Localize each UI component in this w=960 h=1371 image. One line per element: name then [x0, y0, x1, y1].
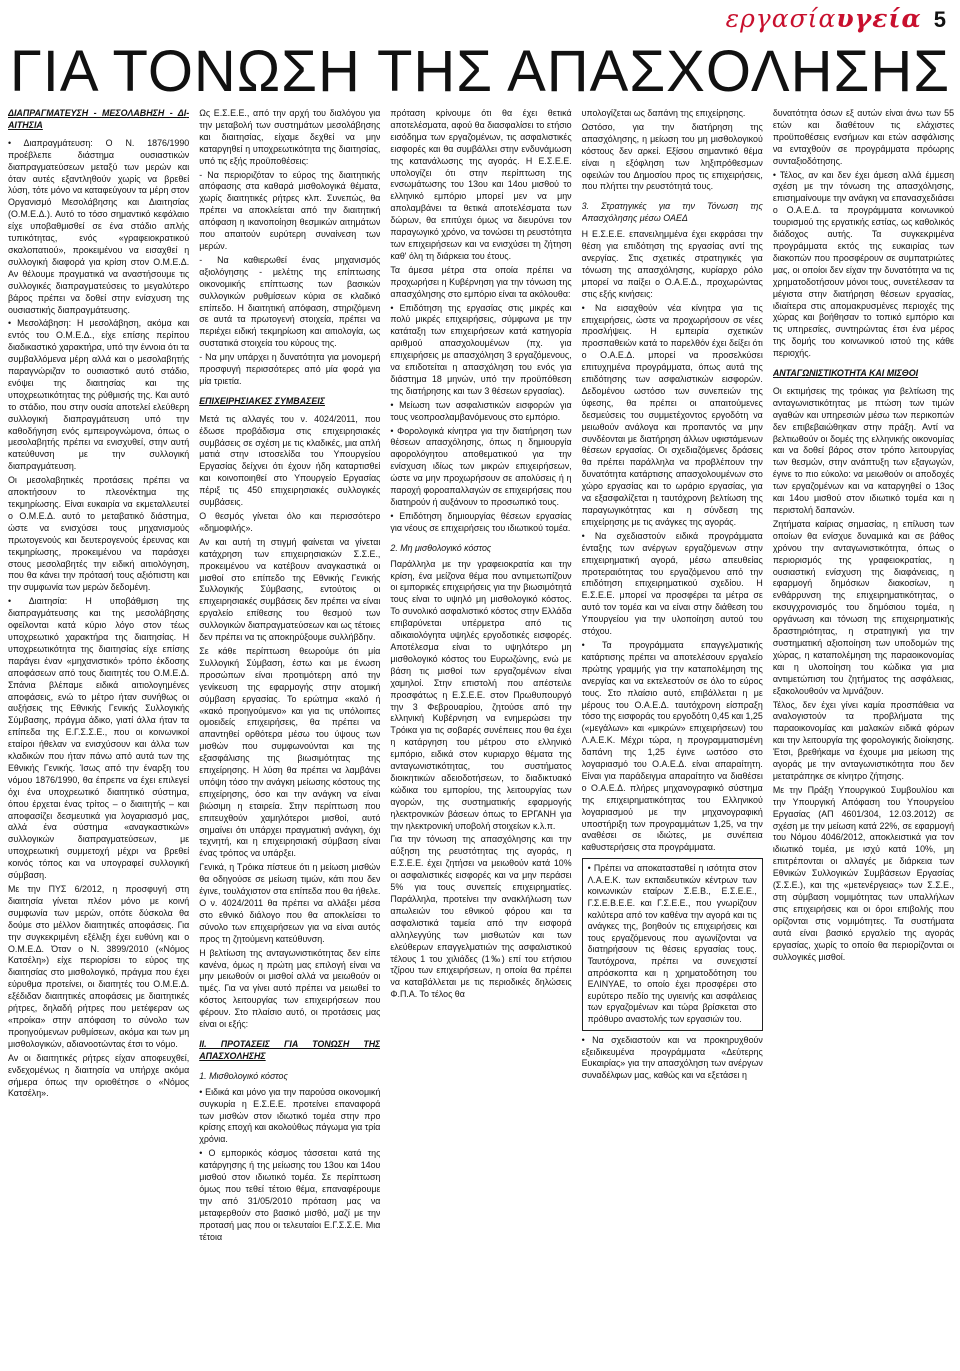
paragraph: • Τέλος, αν και δεν έχει άμεση αλλά έμμεση σχέση με την τόνωση της απασχόλησης, επισημαίνουμε την ανάγκη να επανασχεδιάσει ο Ο.Α.Ε.Δ. τα προγράμματα κοινωνικού τουρισμού της εργατικής εστίας, ως καθολικός διάδοχος αυτής. Τα συγκεκριμένα προγράμματα εκτός της ευκαιρίας των διακοπών που προσφέρουν σε συμπατριώτες μας, οι οποίοι δεν είχαν την δυνατότητα να τις χρηματοδοτήσουν μόνοι τους, συνετέλεσαν τα μέγιστα στην διατήρηση θέσεων εργασίας, ιδιαίτερα στις απομακρυσμένες περιοχές της χώρας και βοήθησαν το τοπικό εμπόριο και τις υπηρεσίες, συντηρώντας έτσι ένα μέρος της δομής του κοινωνικού ιστού της κάθε περιοχής.: [772, 169, 955, 359]
paragraph: - Να μην υπάρχει η δυνατότητα για μονομερή προσφυγή περισσότερες από μία φορά για μία τριετία.: [199, 352, 381, 386]
column-4: [582, 108, 763, 1366]
paragraph: Για την τόνωση της απασχόλησης και την αύξηση της ρευστότητας της αγοράς, η Ε.Σ.Ε.Ε. έχει ζητήσει να μειωθούν κατά 10% οι ασφαλιστικές εισφορές και να μην περάσει 5% για τους συνεπείς επιχειρηματίες. Παράλληλα, προτείνει την ανακλήλωση των απωλειών του εθνικού φόρου και τα ασφαλιστικά ταμεία από την εισφορά αλληλεγγύης των μισθωτών και των ελεύθερων επαγγελματιών της ασφαλιστικού τέλους 1 του χιλιάδες (1‰) επί του ετήσιου τζίρου των επιχειρήσεων, η οποία θα πρέπει να καταβάλλεται με τις περιοδικές δηλώσεις Φ.Π.Α. Το τέλος θα: [390, 834, 572, 1000]
column-1: [8, 108, 189, 1366]
paragraph: Ως Ε.Σ.Ε.Ε., από την αρχή του διαλόγου για την μεταβολή των συστημάτων μεσολάβησης και διαιτησίας, είχαμε δεχθεί να μην καταργηθεί η υποχρεωτικότητα της διαιτησίας, υπό τις εξής προϋποθέσεις:: [199, 108, 381, 166]
paragraph: δυνατότητα όσων εξ αυτών είναι άνω των 55 ετών και διαθέτουν τις ελάχιστες προϋποθέσεις ενσήμων και ετών ασφάλισης να ενταχθούν σε προγράμματα πρόωρης συνταξιοδότησης.: [772, 108, 955, 166]
paragraph: • Φορολογικά κίνητρα για την διατήρηση των θέσεων απασχόλησης, όπως η δημιουργία αφορολόγητου αποθεματικού για την ενίσχυση ιδίως των μικρών επιχειρήσεων, ώστε να μην προχωρήσουν σε απολύσεις ή η παροχή φοροαπαλλαγών σε επιχειρήσεις που διατηρούν ή αυξάνουν το προσωπικό τους.: [390, 425, 572, 507]
paragraph: • Επιδότηση της εργασίας στις μικρές και πολύ μικρές επιχειρήσεις, σύμφωνα με την κατάταξη των επιχειρήσεων κατά κατηγορία αριθμού απασχολουμένων (πχ. για επιχειρήσεις με απασχόληση 3 εργαζόμενους, να επιδοτείται η απασχόληση του ενός για διάστημα 18 μηνών, υπό την προϋπόθεση της διατήρησης και των 3 θέσεων εργασίας).: [390, 302, 572, 396]
subsection-heading: 2. Μη μισθολογικό κόστος: [390, 542, 492, 553]
paragraph: • Τα προγράμματα επαγγελματικής κατάρτισης πρέπει να αποτελέσουν εργαλείο πρώτης γραμμής για την καταπολέμηση της ανεργίας και να εκτελεστούν σε όλο το εύρος τους. Στο πλαίσιο αυτό, επιβάλλεται η με μέρους του Ο.Α.Ε.Δ. ταυτόχρονη είσπραξη τόσο της εισφοράς του εργοδότη 0,45 και 1,25 («μεγάλων» και «μικρών» επιχειρήσεων) του Λ.Α.Ε.Κ. Μέχρι τώρα, η προγραμματισμένη δαπάνη της 1,25 έγινε ωστόσο στο λογαριασμό του Ο.Α.Ε.Δ. είναι απαραίτητη. Είναι για παράδειγμα απαραίτητο να διαθέσει ο Ο.Α.Ε.Δ. πλήρες μηχανογραφικό σύστημα της επιχειρηματικότητας του Ελληνικού λογαριασμού με την μηχανογραφική υποστήριξη των προγραμμάτων 1,25, να την αναθέσει σε ιδιώτες, με συνέπεια καθυστερήσεις στα προγράμματα.: [581, 639, 763, 853]
page-number: 5: [933, 7, 946, 32]
paragraph: Οι εκτιμήσεις της τρόικας για βελτίωση της ανταγωνιστικότητας με πτώση των τιμών αγαθών και υπηρεσιών μέσω των περικοπών δεν επιβεβαιώθηκαν στην πράξη. Αντί να βελτιωθούν οι δομές της ελληνικής οικονομίας και να δοθεί βάρος στον τρόπο λειτουργίας των θεσμών, στην ανάπτυξη των εξαγωγών, έγινε το πιο εύκολο: να μειωθούν οι αποδοχές των εργαζομένων και να καταργηθεί ο 13ος και 14ου μισθού στον ιδιωτικό τομέα και η περιστολή δαπανών.: [772, 385, 955, 515]
paragraph: • Ο εμπορικός κόσμος τάσσεται κατά της κατάργησης ή της μείωσης του 13ου και 14ου μισθού στον ιδιωτικό τομέα. Σε περίπτωση όμως που τεθεί τέτοιο θέμα, επαναφέρουμε την από 31/05/2010 πρόταση μας να μεταφερθούν στο βασικό μισθό, μαζί με την προτασή μας που οι τελευταίοι Ε.Γ.Σ.Σ.Ε. Μια τέτοια: [199, 1148, 381, 1242]
paragraph: • Μείωση των ασφαλιστικών εισφορών για τους νεοπροσλαμβανόμενους στο εμπόριο.: [390, 399, 572, 422]
paragraph: Μετά τις αλλαγές του ν. 4024/2011, που έδωσε προβάδισμα στις επιχειρησιακές συμβάσεις σε σχέση με τις κλαδικές, μια απλή ματιά στην ιστοσελίδα του Υπουργείου Εργασίας δείχνει ότι έχουν ήδη καταρτισθεί και κοινοποιηθεί στο Υπουργείο Εργασίας πέριξ τις 450 επιχειρησιακές συλλογικές συμβάσεις.: [199, 413, 381, 508]
paragraph: Με την ΠΥΣ 6/2012, η προσφυγή στη διαιτησία γίνεται πλέον μόνο με κοινή συμφωνία των μερών, οπότε δύσκολα θα δούμε στο μέλλον διαιτητικές αποφάσεις. Για την συγκεκριμένη εξέλιξη έχει ευθύνη και ο Ο.Μ.Ε.Δ. Όταν ο Ν. 3899/2010 («Νόμος Κατσέλη») είχε περιορίσει το εύρος της διαιτησίας στο μισθολογικό, πράγμα που έχει εύρυθμα προτείνει, οι διαιτητές του Ο.Μ.Ε.Δ. εξέδιδαν διαιτητικές αποφάσεις με διαιτητικές ρήτρες, δηλαδή ρήτρες που μετέφεραν ως «προίκα» στην απόφαση το σύνολο των προηγούμενων ρυθμίσεων, ακόμα και των μη μισθολογικών, αδιανοοτώντας έτσι το νόμο.: [8, 884, 190, 1049]
paragraph: - Να περιοριζόταν το εύρος της διαιτητικής απόφασης στα καθαρά μισθολογικά θέματα, χωρίς διαιτητικές ρήτρες κλπ. Συνεπώς, θα πρέπει να αποκλείεται από την διαιτητική απόφαση η ικανοποίηση θεσμικών αιτημάτων που απαιτούν ευρύτερη συναίνεση των μερών.: [199, 169, 381, 251]
paragraph: Τέλος, δεν έχει γίνει καμία προσπάθεια να αναλογιστούν τα προβλήματα της παραοικονομίας και μαλακών ειδικά φόρων και την λειτουργία της φορολογικής διοίκησης. Έτσι, βρεθήκαμε να έχουμε μια μείωση της αγοράς με την ανταγωνιστικότητα που δεν μετατράπηκε σε κίνητρο ζήτησης.: [772, 699, 955, 781]
section-heading: ΕΠΙΧΕΙΡΗΣΙΑΚΕΣ ΣΥΜΒΑΣΕΙΣ: [199, 395, 325, 406]
paragraph: Αν οι διαιτητικές ρήτρες είχαν αποφευχθεί, ενδεχομένως η διαιτησία να υπήρχε ακόμα σήμερα όπως την οριοθέτησε ο «Νόμος Κατσέλη».: [8, 1052, 190, 1099]
masthead: [726, 4, 946, 38]
paragraph: Ζητήματα καίριας σημασίας, η επίλυση των οποίων θα ενίσχυε δυναμικά και σε βάθος χρόνου την ανταγωνιστικότητα, όπως ο περιορισμός της γραφειοκρατίας, η ουσιαστική ενίσχυση της διαφάνειας, η εφαρμογή δημόσιων διακοσίων, η ενθάρρυνση της επιχειρηματικότητας, ο εκσυγχρονισμός του δημόσιου τομέα, η οργάνωση και τόνωση της επιχειρηματικής δραστηριότητας, η στρατηγική για την συστηματική αξιοποίηση των υποδομών της χώρας, η καταπολέμηση της παραοικονομίας και η υλοποίηση του κώδικα για μια αντιμετώπιση του ζητήματος της ασφάλειας, εξακολουθούν να λιμνάζουν.: [772, 518, 955, 696]
paragraph: Αν και αυτή τη στιγμή φαίνεται να γίνεται κατάχρηση των επιχειρησιακών Σ.Σ.Ε., προκειμένου να κατέβουν αναγκαστικά οι μισθοί στο επίπεδο της Εθνικής Γενικής Συλλογικής Σύμβασης, εντούτοις οι επιχειρησιακές συμβάσεις δεν πρέπει να είναι εργαλείο επίθεσης του θεσμού των συλλογικών διαπραγματεύσεων και ως τέτοιες δεν πρέπει να τις αποκηρύξουμε συλλήβδην.: [199, 536, 381, 643]
paragraph: πρόταση κρίνουμε ότι θα έχει θετικά αποτελέσματα, αφού θα διασφαλίσει το ετήσιο εισόδημα των εργαζομένων, τις ασφαλιστικές εισφορές και θα συμβάλλει στην ενδυνάμωση της κατανάλωσης της αγοράς. Η Ε.Σ.Ε.Ε. υπολογίζει ότι στην περίπτωση της ενσωμάτωσης του 13ου και 14ου μισθού το ελληνικό εμπόριο μπορεί μεν να μην απολαμβάνει τα θετικά αποτελέσματα των δώρων, θα επιτύχει όμως να διευρύνει τον παραγωγικό χρόνο, να τονώσει τη ρευστότητα των επιχειρήσεων και να ενισχύσει τη ζήτηση καθ' όλη τη διάρκεια του έτους.: [390, 108, 572, 261]
paragraph: • Διαπραγμάτευση: Ο Ν. 1876/1990 προέβλεπε διάστημα ουσιαστικών διαπραγματεύσεων μεταξύ των μερών και όταν αυτές εξαντληθούν χωρίς να βρεθεί λύση, τότε μόνο να καταφεύγουν τα μέρη στον Οργανισμό Μεσολάβησης και Διαιτησίας (Ο.Μ.Ε.Δ.). Αυτό το τόσο σημαντικό κεφάλαιο είχε υποβαθμισθεί σε ένα στάδιο απλής τυπικότητας, ενός «γραφειοκρατικού σκαλοπατιού», προκειμένου να εισαχθεί η συλλογική διαφορά για κρίση στον Ο.Μ.Ε.Δ. Αν θέλουμε πραγματικά να αναστήσουμε τις συλλογικές διαπραγματεύσεις το μεγαλύτερο βάρος πρέπει να δοθεί στην ενίσχυση της ουσιαστικής διαπραγμάτευσης.: [8, 137, 190, 315]
paragraph: • Επιδότηση δημιουργίας θέσεων εργασίας για νέους σε επιχειρήσεις του ιδιωτικού τομέα.: [390, 510, 572, 533]
paragraph: • Διαιτησία: Η υποβάθμιση της διαπραγμάτευσης και της μεσολάβησης οφείλονται κατά κύριο λόγο στον τέως υποχρεωτικό χαρακτήρα της διαιτησίας. Η υποχρεωτικότητα της διαιτησίας είχε επίσης παράγει έναν «μηχανιστικό» τρόπο έκδοσης αποφάσεων από τους διαιτητές του Ο.Μ.Ε.Δ. Σπάνια βλέπαμε ειδικά αιτιολογημένες αποφάσεις, ενώ το μέτρο ήταν συνήθως οι αυξήσεις της Εθνικής Γενικής Συλλογικής Σύμβασης, πράγμα άδικο, γιατί άλλα ήταν τα επίπεδα της Ε.Γ.Σ.Σ.Ε., που οι κοινωνικοί εταίροι ήθελαν να ενισχύσουν και άλλα των κλαδικών που ήταν πάνω από αυτά των της Εθνικής Γενικής. Ίσως από την έναρξη του νόμου 1876/1990, θα έπρεπε να έχει επιλεγεί όχι ένα υποχρεωτικό διαιτητικό σύστημα, όπου έρχεται ένας τρίτος – ο διαιτητής – και αποφασίζει δεσμευτικά για λογαριασμό μας, αλλά ένα σύστημα «αναγκαστικών» συλλογικών διαπραγματεύσεων, με υποχρεωτική συμμετοχή μέχρι να βρεθεί κοινός τόπος και να υπογραφεί συλλογική σύμβαση.: [8, 596, 190, 881]
paragraph: Τα άμεσα μέτρα στα οποία πρέπει να προχωρήσει η Κυβέρνηση για την τόνωση της απασχόλησης στο εμπόριο είναι τα ακόλουθα:: [390, 264, 572, 299]
page-headline: ΓΙΑ ΤΟΝΩΣΗ ΤΗΣ ΑΠΑΣΧΟΛΗΣΗΣ: [9, 39, 951, 104]
paragraph: • Μεσολάβηση: Η μεσολάβηση, ακόμα και εντός του Ο.Μ.Ε.Δ., είχε επίσης περίπου διαδικαστικό χαρακτήρα, υπό την έννοια ότι τα συμβαλλόμενα μέρη αλλά και ο μεσολαβητής παραγνώριζαν το ουσιαστικό αυτό στάδιο, ενόψει της διαιτησίας και της υποχρεωτικότητας της ρύθμισής της. Και αυτό το στάδιο, που στην ουσία αποτελεί ελεύθερη συλλογική διαπραγμάτευση υπό την καθοδήγηση ενός εμπειρογνώμονα, όπως ο μεσολαβητής πρέπει να ενισχυθεί, στην αυτή κατεύθυνση με την συλλογική διαπραγμάτευση.: [8, 318, 190, 472]
section-heading: ΙΙ. ΠΡΟΤΑΣΕΙΣ ΓΙΑ ΤΟΝΩΣΗ ΤΗΣ ΑΠΑΣΧΟΛΗΣΗΣ: [199, 1038, 381, 1061]
paragraph: Η Ε.Σ.Ε.Ε. επανειλημμένα έχει εκφράσει την θέση για επιδότηση της εργασίας αντί της ανεργίας. Στις σχετικές στρατηγικές για τόνωση της απασχόλησης, κυρίαρχο ρόλο μπορεί να παίξει ο Ο.Α.Ε.Δ., προχωρώντας στις εξής κινήσεις:: [581, 229, 763, 299]
paragraph: • Να σχεδιαστούν και να προκηρυχθούν εξειδικευμένα προγράμματα «Δεύτερης Ευκαιρίας» για την απασχόληση των ανέργων συναδέλφων μας, καθώς και να εξετάσει η: [581, 1034, 763, 1081]
article-body: [8, 108, 954, 1366]
section-heading: ΑΝΤΑΓΩΝΙΣΤΙΚΟΤΗΤΑ ΚΑΙ ΜΙΣΘΟΙ: [772, 368, 919, 379]
paragraph: Ωστόσο, για την διατήρηση της απασχόλησης, η μείωση του μη μισθολογικού κόστους δεν αρκεί. Εξίσου σημαντικό θέμα είναι η εξόφληση των ληξιπρόθεσμων οφειλών του Δημοσίου προς τις επιχειρήσεις, που πλήττει την ρευστότητά τους.: [581, 121, 763, 192]
brand-logo: εργασίαυγεία: [725, 4, 922, 33]
paragraph: Οι μεσολαβητικές προτάσεις πρέπει να αποκτήσουν το πλεονέκτημα της τεκμηρίωσης. Είναι ευκαιρία να εκμεταλλευτεί ο Ο.Μ.Ε.Δ. αυτό το μεταβατικό διάστημα, ώστε να ενισχύσει τους μηχανισμούς πρωτογενούς και δευτερογενούς έρευνας και τεκμηρίωσης, προκειμένου να παράσχει στους μεσολαβητές την ειδική αιτιολόγηση, που θα κάνει την πρότασή τους αξιόπιστη και την συμφωνία των μερών δεδομένη.: [8, 475, 190, 593]
paragraph: Σε κάθε περίπτωση θεωρούμε ότι μία Συλλογική Σύμβαση, έστω και με ένωση προσώπων είναι προτιμότερη από την γενίκευση της εφαρμογής στην ατομική σύμβαση εργασίας. Το ερώτημα «καλό ή «κακό προηγούμενο» και για τις υπόλοιπες ομοειδείς επιχειρήσεις, θα πρέπει να απαντηθεί ορθότερα μέσω του ύψους των μισθών που συμφωνούνται και της εξασφάλισης της βιωσιμότητας της επιχείρησης. Η λύση θα πρέπει να λαμβάνει υπόψη τόσο την ανάγκη μείωσης κόστους της επιχείρησης, όσο και την ανάγκη να είναι βιώσιμη η εταιρεία. Στην περίπτωση που επιτευχθούν χαμηλότεροι μισθοί, αυτό σημαίνει ότι υπάρχει πραγματική ανάγκη, όχι τεχνητή, και η επιχειρησιακή σύμβαση είναι ένας τρόπος να υπάρξει.: [199, 645, 381, 859]
paragraph: • Ειδικά και μόνο για την παρούσα οικονομική συγκυρία η Ε.Σ.Ε.Ε. προτείνει επαναφορά των μισθών στον ιδιωτικό τομέα στην προ κρίσης εποχή και ακολούθως πάγωμα για τρία χρόνια.: [199, 1086, 381, 1145]
paragraph: Με την Πράξη Υπουργικού Συμβουλίου και την Υπουργική Απόφαση του Υπουργείου Εργασίας (ΑΠ 4601/304, 12.03.2012) σε σχέση με την μείωση κατά 22%, σε εφαρμογή του Νόμου 4046/2012, αποκλειστικά για τον ιδιωτικό τομέα, με ισχύ κατά 10%, μη επιτρέπονται οι αλλαγές με διάρκεια των Εθνικών Συλλογικών Συμβάσεων Εργασίας (Σ.Σ.Ε.), και της «μετενέργειας» των Σ.Σ.Ε., στη σύμβαση νομιμότητας των υπαλλήλων στις επιχειρήσεις και οι όροι επιβολής που ορίζονται στις νομιμότητες. Τα συστήματα αυτά είναι βασικό εργαλείο της αγοράς εργασίας, χωρίς το οποίο θα περιορίζονται οι συλλογικές μισθοί.: [772, 784, 955, 962]
paragraph: Παράλληλα με την γραφειοκρατία και την κρίση, ένα μείζονα θέμα που αντιμετωπίζουν οι εμπορικές επιχειρήσεις για την βιωσιμότητά τους είναι το υψηλό μη μισθολογικό κόστος. Το συνολικό ασφαλιστικό κόστος στην Ελλάδα επιβαρύνεται υπέρμετρα από τις αδικαιολόγητα υψηλές εργοδοτικές εισφορές. Αποτέλεσμα είναι το υψηλότερο μη μισθολογικό κόστος του Ευρωζώνης, ενώ με βάση τις μισθοί των εργαζομένων είναι χαμηλοί. Στην επιστολή που απέστειλε προσφάτως η Ε.Σ.Ε.Ε. στον Πρωθυπουργό την 3 Φεβρουαρίου, ζητούσε από την ελληνική Κυβέρνηση να ενημερώσει την Τρόικα για τις σοβαρές συνέπειες που θα έχει η κατάργηση του μέτρου στο ελληνικό εμπόριο, ειδικά στον κυριαρχο θέματα της ανταγωνιστικότητας, του συστήματος διοικητικών αδειοδοτήσεων, το διαδικτυακό κώδικα του εμπορίου, της λειτουργίας των αγορών, της συστηματικής εφαρμογής ηλεκτρονικών βάσεων όπως το ΕΡΓΑΝΗ για την ηλεκτρονική υποβολή στοιχείων κ.λ.π.: [390, 558, 572, 831]
subsection-heading: 3. Στρατηγικές για την Τόνωση της Απασχόλησης μέσω ΟΑΕΔ: [581, 201, 763, 224]
column-2: [199, 108, 380, 1366]
subsection-heading: 1. Μισθολογικό κόστος: [199, 1070, 288, 1081]
column-5: [773, 108, 954, 1366]
section-heading: ΔΙΑΠΡΑΓΜΑΤΕΥΣΗ - ΜΕΣΟΛΑΒΗΣΗ - ΔΙΑΙΤΗΣΙΑ: [8, 108, 190, 130]
paragraph: υπολογίζεται ως δαπάνη της επιχείρησης.: [581, 108, 746, 118]
boxed-paragraph: • Πρέπει να αποκατασταθεί η ισότητα στον Λ.Α.Ε.Κ. των εκπαιδευτικών κέντρων των κοινωνικών εταίρων Σ.Ε.Β., Ε.Σ.Ε.Ε., Γ.Σ.Ε.Β.Ε.Ε. και Γ.Σ.Ε.Ε., που γνωρίζουν καλύτερα από τον καθένα την αγορά και τις ανάγκες της, βοηθούν τις επιχειρήσεις και τους εργαζόμενους που αγωνίζονται να διατηρήσουν τις θέσεις εργασίας τους. Ταυτόχρονα, πρέπει να συνεχιστεί απρόσκοπτα και η χρηματοδότηση του ΕΛΙΝΥΑΕ, το οποίο έχει προσφέρει στο ευρύτερο πεδίο της υγιεινής και ασφάλειας των εργαζομένων και τώρα βρίσκεται στο πρόθυρο αναστολής των εργασιών του.: [582, 858, 763, 1030]
paragraph: - Να καθιερωθεί ένας μηχανισμός αξιολόγησης - μελέτης της επίπτωσης οικονομικής επίπτωσης των βασικών συλλογικών ρυθμίσεων κύρια σε κλαδικό επίπεδο. Η διαιτητική απόφαση, στηριζόμενη σε αυτά τα πρωτογενή στοιχεία, πρέπει να περιέχει ειδική τεκμηρίωση και αιτιολογία, ως συστατικά στοιχεία του κύρους της.: [199, 254, 381, 349]
paragraph: Γενικά, η Τρόικα πίστευε ότι η μείωση μισθών θα οδηγούσε σε μείωση τιμών, κάτι που δεν έγινε, τουλάχιστον στα επίπεδα που θα ήθελε. Ο ν. 4024/2011 θα πρέπει να αλλάξει μέσα στο εθνικό διάλογο που θα αποκλείσει το σύνολο των επιχειρήσεων για να είναι αυτός προς τη ζητούμενη κατεύθυνση.: [199, 862, 381, 944]
paragraph: • Να σχεδιαστούν ειδικά προγράμματα ένταξης των ανέργων εργαζόμενων στην επιχειρηματική αγορά, μέσω απευθείας προτεραιότητας του εργαζόμενου από την επιδότηση επιχειρηματικού σχεδίου. Η Ε.Σ.Ε.Ε. μπορεί να προσφέρει τα μέτρα σε αυτό τον τομέα και να είναι στην διάθεση του Υπουργείου για την υλοποίηση αυτού του στόχου.: [581, 530, 763, 637]
paragraph: • Να εισαχθούν νέα κίνητρα για τις επιχειρήσεις, ώστε να προχωρήσουν σε νέες προσλήψεις. Η εμπειρία σχετικών προσπαθειών κατά το παρελθόν έχει δείξει ότι ο Ο.Α.Ε.Δ. μπορεί να προσελκύσει επιτυχημένα προγράμματα, όπως αυτά της επιδότησης των ασφαλιστικών εισφορών. Δεδομένου ωστόσο των συνεπειών της ύφεσης, θα πρέπει οι απαιτούμενες δεσμεύσεις του συμμετέχοντος εργοδότη να μειωθούν ανάλογα και προπαντός να μην συνδέονται με διατήρηση άλλων υφιστάμενων θέσεων εργασίας. Οι σχεδιαζόμενες δράσεις θα πρέπει παράλληλα να προβλέπουν την δυνατότητα κατάρτισης απασχολουμένων στο χώρο εργασίας και το ωράριο εργασίας, για να εξασφαλίζεται η ταυτόχρονη βελτίωση της παραγωγικότητας και η σύνδεση της επιχείρησης με τις ανάγκες της αγοράς.: [581, 302, 763, 527]
paragraph: Ο θεσμός γίνεται όλο και περισσότερο «δημοφιλής».: [199, 511, 381, 533]
paragraph: Η βελτίωση της ανταγωνιστικότητας δεν είπε κανένα, όμως η πρώτη μας επιλογή είναι να μην μειωθούν οι μισθοί αλλά να μειωθούν οι τιμές. Για να γίνει αυτό πρέπει να μειωθεί το κόστος λειτουργίας των επιχειρήσεων που φέρουν. Στο πλαίσιο αυτό, οι προτάσεις μας είναι οι εξής:: [199, 947, 381, 1030]
column-3: [390, 108, 571, 1366]
